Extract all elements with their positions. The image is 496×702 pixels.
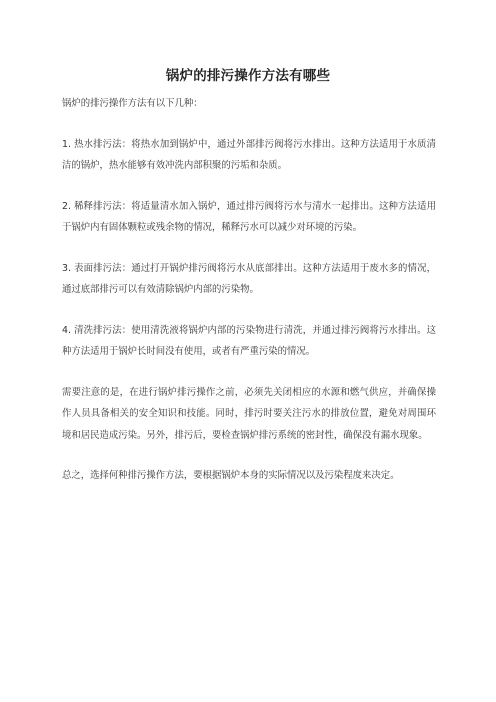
- document-body: [62, 93, 436, 506]
- intro-paragraph: 锅炉的排污操作方法有以下几种：: [62, 98, 203, 109]
- paragraph-surface-method: 3. 表面排污法：通过打开锅炉排污阀将污水从底部排出。这种方法适用于废水多的情况，通过底部排污可以有效清除锅炉内部的污染物。: [62, 262, 436, 295]
- document-title: 锅炉的排污操作方法有哪些: [165, 68, 331, 84]
- paragraph-precautions: 需要注意的是，在进行锅炉排污操作之前，必须先关闭相应的水源和燃气供应，并确保操作人员具备相关的安全知识和技能。同时，排污时要关注污水的排放位置，避免对周围环境和居民造成污染。另外，排污后，要检查锅炉排污系统的密封性，确保没有漏水现象。: [62, 386, 436, 441]
- paragraph-cleaning-method: 4. 清洗排污法：使用清洗液将锅炉内部的污染物进行清洗，并通过排污阀将污水排出。这种方法适用于锅炉长时间没有使用，或者有严重污染的情况。: [62, 324, 436, 357]
- paragraph-dilution-method: 2. 稀释排污法：将适量清水加入锅炉，通过排污阀将污水与清水一起排出。这种方法适用于锅炉内有固体颗粒或残余物的情况，稀释污水可以减少对环境的污染。: [62, 200, 436, 233]
- paragraph-hot-water-method: 1. 热水排污法：将热水加到锅炉中，通过外部排污阀将污水排出。这种方法适用于水质清洁的锅炉，热水能够有效冲洗内部积聚的污垢和杂质。: [62, 138, 436, 171]
- paragraph-conclusion: 总之，选择何种排污操作方法，要根据锅炉本身的实际情况以及污染程度来决定。: [62, 470, 400, 481]
